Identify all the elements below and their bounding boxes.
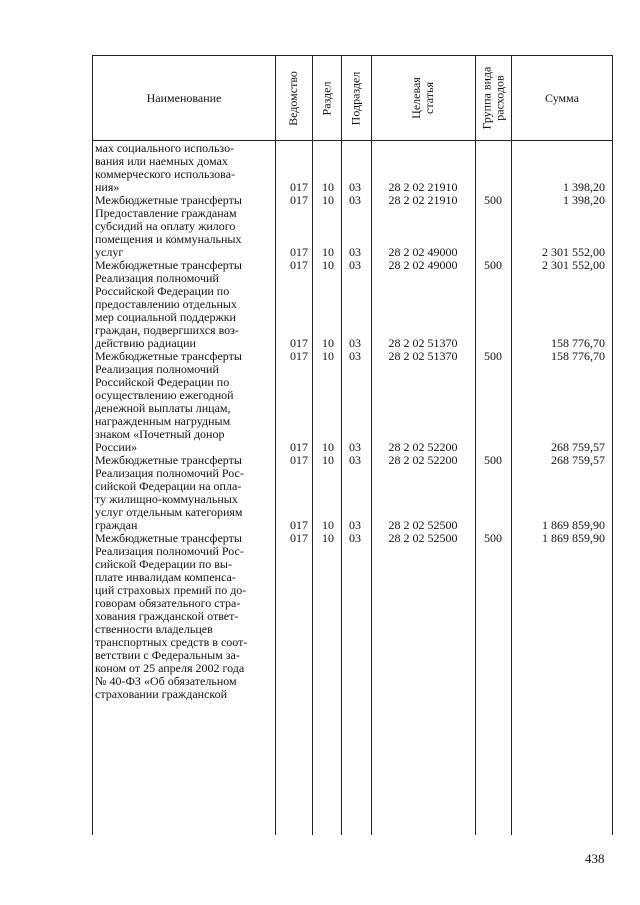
row-celevaya: 28 2 02 52500 [388, 518, 458, 532]
row-name-line: вания или наемных домах [95, 154, 228, 168]
row-name-line: сийской Федерации на опла- [95, 479, 242, 493]
row-name-line: ственности владельцев [95, 622, 213, 636]
row-razdel: 10 [322, 440, 334, 454]
row-name-line: Реализация полномочий [95, 362, 219, 376]
header-summa [511, 56, 613, 140]
row-celevaya: 28 2 02 49000 [388, 245, 458, 259]
row-name-line: сийской Федерации по вы- [95, 557, 232, 571]
row-summa: 268 759,57 [551, 440, 605, 454]
header-name-text: Наименование [146, 90, 222, 105]
row-name-line: услуг отдельным категориям [95, 505, 243, 519]
row-vedomstvo: 017 [290, 453, 308, 467]
header-celevaya-line1: Целевая [408, 77, 423, 119]
row-gruppa: 500 [484, 349, 502, 363]
row-name [95, 363, 270, 454]
row-vedomstvo: 017 [290, 531, 308, 545]
row-celevaya: 28 2 02 49000 [388, 258, 458, 272]
row-name-line: Межбюджетные трансферты [95, 453, 242, 467]
header-gruppa-line1: Группа вида [479, 66, 493, 130]
row-name-line: ветствии с Федеральным за- [95, 648, 240, 662]
row-celevaya: 28 2 02 21910 [388, 193, 458, 207]
table-row [93, 545, 613, 701]
row-name-line: Предоставление гражданам [95, 206, 237, 220]
row-vedomstvo: 017 [290, 193, 308, 207]
row-vedomstvo: 017 [290, 336, 308, 350]
header-razdel [312, 56, 341, 140]
row-name-line: субсидий на оплату жилого [95, 219, 236, 233]
table-row [93, 363, 613, 454]
row-razdel: 10 [322, 518, 334, 532]
row-name-line: действию радиации [95, 336, 196, 350]
header-vedomstvo [275, 56, 312, 140]
row-name [95, 272, 270, 350]
row-razdel: 10 [322, 245, 334, 259]
row-name-line: мер социальной поддержки [95, 310, 236, 324]
header-celevaya-line2: статья [421, 82, 436, 114]
row-name [95, 545, 270, 701]
row-celevaya: 28 2 02 21910 [388, 180, 458, 194]
row-name-line: помещения и коммунальных [95, 232, 242, 246]
table-row [93, 142, 613, 194]
table-row [93, 467, 613, 532]
row-summa: 158 776,70 [551, 349, 605, 363]
table-row [93, 272, 613, 350]
header-gruppa-line2: расходов [492, 75, 506, 121]
row-name-line: услуг [95, 245, 124, 259]
row-podrazdel: 03 [349, 193, 361, 207]
row-vedomstvo: 017 [290, 440, 308, 454]
row-vedomstvo: 017 [290, 180, 308, 194]
row-razdel: 10 [322, 349, 334, 363]
row-razdel: 10 [322, 531, 334, 545]
header-name [93, 56, 275, 140]
page-number: 438 [585, 851, 605, 866]
row-podrazdel: 03 [349, 258, 361, 272]
header-podrazdel [341, 56, 371, 140]
row-celevaya: 28 2 02 51370 [388, 349, 458, 363]
row-podrazdel: 03 [349, 336, 361, 350]
row-summa: 2 301 552,00 [542, 245, 605, 259]
budget-table [92, 55, 613, 835]
row-summa: 1 869 859,90 [542, 518, 605, 532]
row-name-line: Реализация полномочий Рос- [95, 466, 244, 480]
row-name-line: предоставлению отдельных [95, 297, 237, 311]
row-name-line: денежной выплаты лицам, [95, 401, 231, 415]
row-name-line: Российской Федерации по [95, 375, 230, 389]
row-razdel: 10 [322, 180, 334, 194]
row-name [95, 467, 270, 532]
row-celevaya: 28 2 02 52500 [388, 531, 458, 545]
row-name-line: ту жилищно-коммунальных [95, 492, 238, 506]
row-summa: 2 301 552,00 [542, 258, 605, 272]
row-razdel: 10 [322, 258, 334, 272]
row-gruppa: 500 [484, 453, 502, 467]
row-podrazdel: 03 [349, 349, 361, 363]
row-summa: 1 869 859,90 [542, 531, 605, 545]
row-name-line: ций страховых премий по до- [95, 583, 247, 597]
row-name-line: Межбюджетные трансферты [95, 349, 242, 363]
header-razdel-text: Раздел [319, 81, 334, 115]
row-razdel: 10 [322, 193, 334, 207]
header-celevaya [371, 56, 475, 140]
row-gruppa: 500 [484, 258, 502, 272]
header-summa-text: Сумма [545, 90, 579, 105]
header-podrazdel-text: Подраздел [348, 71, 363, 125]
row-podrazdel: 03 [349, 245, 361, 259]
row-name-line: говорам обязательного стра- [95, 596, 241, 610]
row-name-line: Российской Федерации по [95, 284, 230, 298]
row-summa: 1 398,20 [563, 180, 605, 194]
row-podrazdel: 03 [349, 440, 361, 454]
header-vedomstvo-text: Ведомство [286, 70, 301, 126]
row-podrazdel: 03 [349, 518, 361, 532]
row-vedomstvo: 017 [290, 518, 308, 532]
row-gruppa: 500 [484, 531, 502, 545]
row-name-line: страховании гражданской [95, 687, 228, 701]
row-name-line: России» [95, 440, 138, 454]
row-summa: 268 759,57 [551, 453, 605, 467]
row-name-line: № 40-ФЗ «Об обязательном [95, 674, 237, 688]
row-name-line: знаком «Почетный донор [95, 427, 225, 441]
row-name [95, 207, 270, 259]
row-celevaya: 28 2 02 52200 [388, 440, 458, 454]
row-name-line: ния» [95, 180, 120, 194]
row-name-line: Межбюджетные трансферты [95, 531, 242, 545]
row-name-line: Межбюджетные трансферты [95, 258, 242, 272]
row-podrazdel: 03 [349, 453, 361, 467]
header-gruppa [475, 56, 511, 140]
row-podrazdel: 03 [349, 180, 361, 194]
row-vedomstvo: 017 [290, 258, 308, 272]
row-name-line: транспортных средств в соот- [95, 635, 248, 649]
row-celevaya: 28 2 02 52200 [388, 453, 458, 467]
table-row [93, 207, 613, 259]
row-summa: 1 398,20 [563, 193, 605, 207]
row-name-line: коммерческого использова- [95, 167, 236, 181]
row-gruppa: 500 [484, 193, 502, 207]
row-razdel: 10 [322, 453, 334, 467]
row-name-line: хования гражданской ответ- [95, 609, 239, 623]
row-razdel: 10 [322, 336, 334, 350]
row-name-line: Межбюджетные трансферты [95, 193, 242, 207]
row-name-line: плате инвалидам компенса- [95, 570, 236, 584]
row-podrazdel: 03 [349, 531, 361, 545]
row-vedomstvo: 017 [290, 349, 308, 363]
row-name-line: граждан, подвергшихся воз- [95, 323, 239, 337]
row-name-line: коном от 25 апреля 2002 года [95, 661, 245, 675]
row-name [95, 142, 270, 194]
row-summa: 158 776,70 [551, 336, 605, 350]
row-name-line: мах социального использо- [95, 141, 235, 155]
row-celevaya: 28 2 02 51370 [388, 336, 458, 350]
row-vedomstvo: 017 [290, 245, 308, 259]
row-name-line: Реализация полномочий [95, 271, 219, 285]
row-name-line: награжденным нагрудным [95, 414, 231, 428]
row-name-line: Реализация полномочий Рос- [95, 544, 244, 558]
row-name-line: осуществлению ежегодной [95, 388, 234, 402]
row-name-line: граждан [95, 518, 138, 532]
